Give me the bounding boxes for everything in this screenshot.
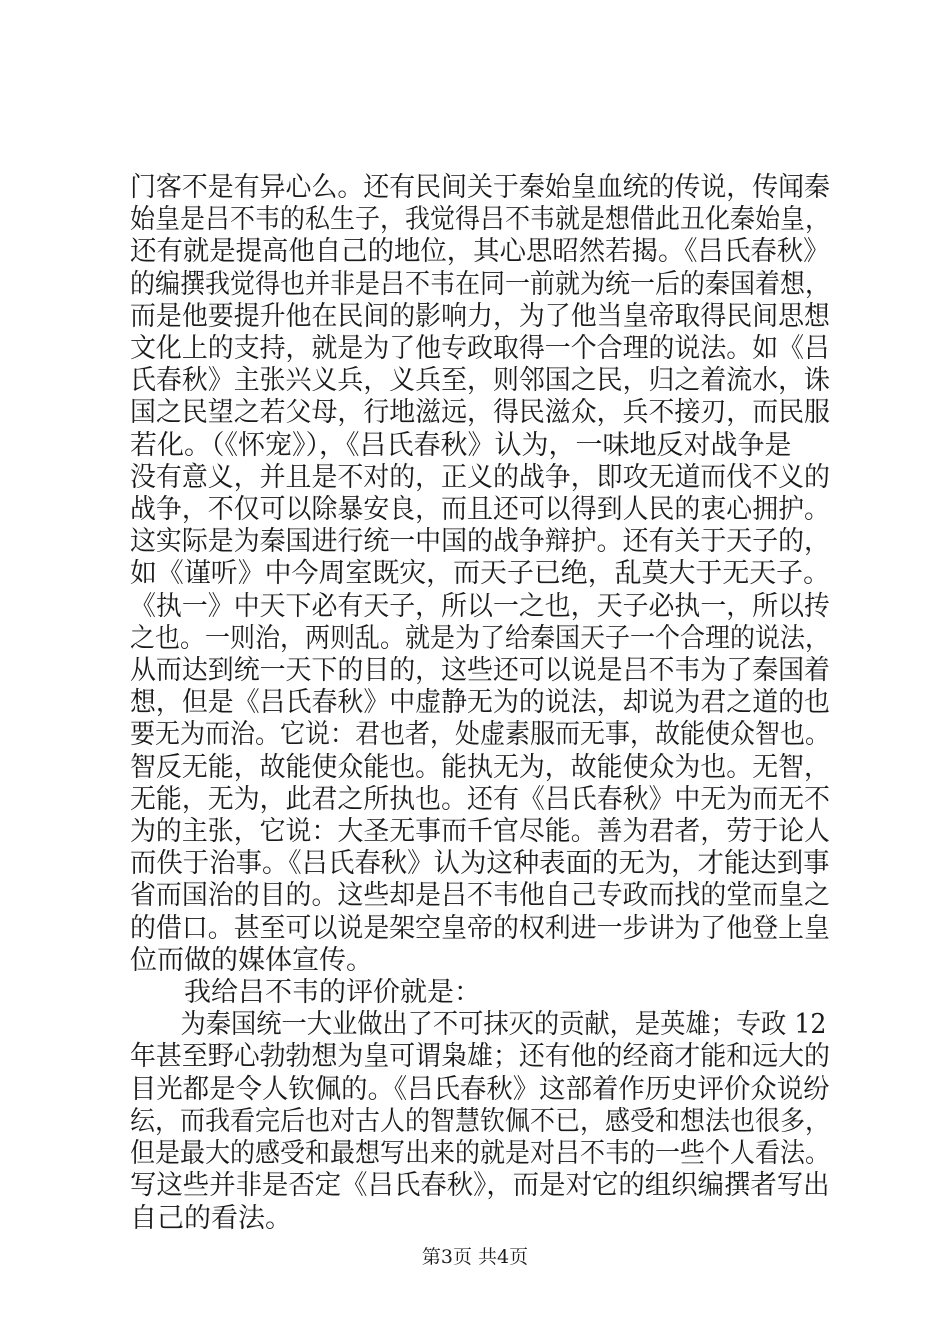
text-line: 的编撰我觉得也并非是吕不韦在同一前就为统一后的秦国着想， [130, 268, 830, 300]
text-line: 为秦国统一大业做出了不可抹灭的贡献，是英雄；专政 12 [180, 1009, 827, 1041]
text-line: 年甚至野心勃勃想为皇可谓枭雄；还有他的经商才能和远大的 [130, 1041, 830, 1073]
text-line: 之也。一则治，两则乱。就是为了给秦国天子一个合理的说法， [130, 622, 830, 654]
text-line: 而佚于治事。《吕氏春秋》认为这种表面的无为，才能达到事 [130, 848, 830, 880]
text-line: 无能，无为，此君之所执也。还有《吕氏春秋》中无为而无不 [130, 783, 830, 815]
text-line: 门客不是有异心么。还有民间关于秦始皇血统的传说，传闻秦 [130, 172, 830, 203]
text-line: 自己的看法。 [130, 1202, 292, 1234]
page-footer [0, 1245, 950, 1269]
text-line: 国之民望之若父母，行地滋远，得民滋众，兵不接刃，而民服 [130, 397, 830, 429]
text-line: 我给吕不韦的评价就是： [184, 977, 481, 1009]
text-line: 想，但是《吕氏春秋》中虚静无为的说法，却说为君之道的也 [130, 687, 830, 719]
document-body [130, 172, 830, 1235]
text-line: 如《谨听》中今周室既灾，而天子已绝，乱莫大于无天子。 [130, 558, 831, 590]
text-line: 写这些并非是否定《吕氏春秋》，而是对它的组织编撰者写出 [130, 1170, 830, 1202]
text-line: 位而做的媒体宣传。 [130, 944, 373, 976]
text-line: 省而国治的目的。这些却是吕不韦他自己专政而找的堂而皇之 [130, 880, 830, 912]
text-line: 这实际是为秦国进行统一中国的战争辩护。还有关于天子的， [130, 526, 830, 558]
text-line: 还有就是提高他自己的地位，其心思昭然若揭。《吕氏春秋》 [130, 236, 830, 268]
text-line: 没有意义，并且是不对的，正义的战争，即攻无道而伐不义的 [130, 461, 830, 493]
text-line: 若化。（《怀宠》），《吕氏春秋》认为，一味地反对战争是 [130, 429, 792, 461]
text-line: 而是他要提升他在民间的影响力，为了他当皇帝取得民间思想 [130, 300, 830, 332]
text-line: 为的主张，它说：大圣无事而千官尽能。善为君者，劳于论人 [130, 816, 830, 848]
page-number-label: 第3页 共4页 [421, 1246, 529, 1268]
text-line: 战争，不仅可以除暴安良，而且还可以得到人民的衷心拥护。 [130, 494, 830, 526]
text-line: 要无为而治。它说：君也者，处虚素服而无事，故能使众智也。 [130, 719, 830, 751]
text-line: 但是最大的感受和最想写出来的就是对吕不韦的一些个人看法。 [130, 1138, 830, 1170]
text-line: 智反无能，故能使众能也。能执无为，故能使众为也。无智， [130, 751, 830, 783]
text-line: 《执一》中天下必有天子，所以一之也，天子必执一，所以抟 [130, 590, 830, 622]
text-line: 目光都是令人钦佩的。《吕氏春秋》这部着作历史评价众说纷 [130, 1073, 830, 1105]
text-line: 从而达到统一天下的目的，这些还可以说是吕不韦为了秦国着 [130, 655, 830, 687]
text-line: 的借口。甚至可以说是架空皇帝的权利进一步讲为了他登上皇 [130, 912, 830, 944]
text-line: 文化上的支持，就是为了他专政取得一个合理的说法。如《吕 [130, 333, 830, 365]
text-line: 纭，而我看完后也对古人的智慧钦佩不已，感受和想法也很多， [130, 1105, 830, 1137]
text-line: 始皇是吕不韦的私生子，我觉得吕不韦就是想借此丑化秦始皇， [130, 204, 830, 236]
text-line: 氏春秋》主张兴义兵，义兵至，则邻国之民，归之着流水，诛 [130, 365, 830, 397]
